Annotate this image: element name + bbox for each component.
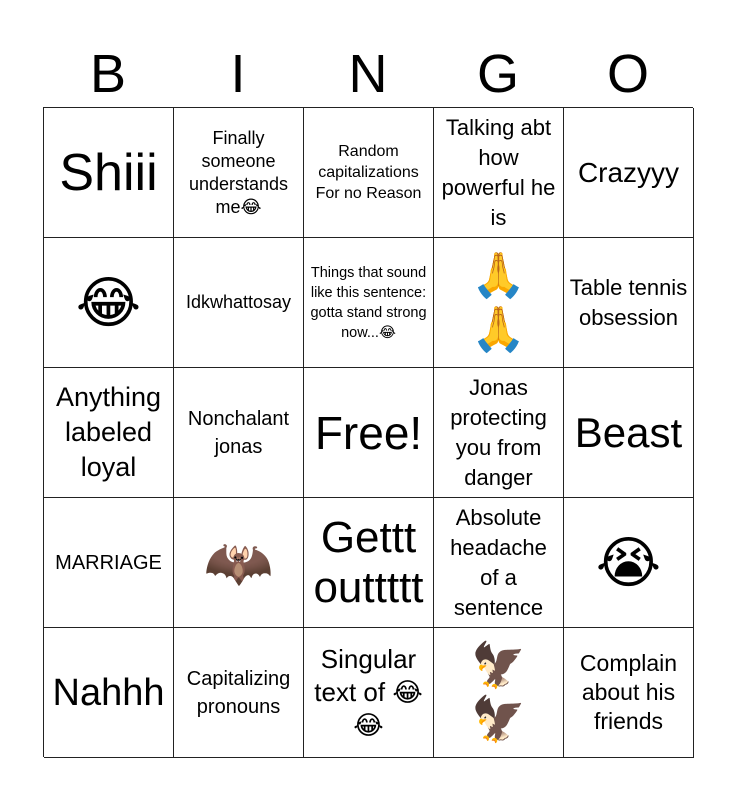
bingo-cell[interactable] <box>564 628 694 758</box>
bingo-header <box>43 40 693 108</box>
bingo-cell[interactable] <box>434 238 564 368</box>
cell-text: Table tennis obsession <box>569 274 688 330</box>
cell-text: Idkwhattosay <box>185 292 292 312</box>
bingo-cell[interactable] <box>44 368 174 498</box>
bingo-cell[interactable] <box>434 108 564 238</box>
bingo-cell[interactable] <box>564 108 694 238</box>
cell-text: Beast <box>574 408 683 456</box>
header-letter-o: O <box>606 44 649 104</box>
bingo-cell[interactable] <box>174 108 304 238</box>
cell-text: Talking abt how powerful he is <box>441 114 556 230</box>
bingo-cell[interactable] <box>174 238 304 368</box>
bingo-cell[interactable] <box>304 238 434 368</box>
cell-text: 😭 <box>595 530 662 594</box>
cell-text: Singular text of 😂😂 <box>314 644 423 740</box>
cell-text: Capitalizing pronouns <box>186 667 291 718</box>
cell-text: Shiii <box>59 143 158 202</box>
bingo-cell[interactable] <box>564 238 694 368</box>
bingo-cell[interactable] <box>44 628 174 758</box>
bingo-cell[interactable] <box>434 368 564 498</box>
bingo-cell[interactable] <box>44 238 174 368</box>
bingo-cell[interactable] <box>44 108 174 238</box>
cell-text: 🦇 <box>203 530 274 594</box>
cell-text: 🦅 🦅 <box>471 640 526 744</box>
bingo-cell[interactable] <box>304 628 434 758</box>
bingo-cell[interactable] <box>434 498 564 628</box>
bingo-card <box>43 107 693 757</box>
bingo-cell[interactable] <box>564 368 694 498</box>
cell-text: Anything labeled loyal <box>55 382 162 482</box>
cell-text: Nonchalant jonas <box>187 407 290 458</box>
cell-text: Gettt outtttt <box>313 512 424 612</box>
cell-text: MARRIAGE <box>55 551 162 574</box>
cell-text: Free! <box>314 406 423 459</box>
header-letter-n: N <box>348 44 388 104</box>
bingo-cell[interactable] <box>304 498 434 628</box>
cell-text: 😂 <box>75 270 142 334</box>
cell-text: Jonas protecting you from danger <box>450 374 547 490</box>
bingo-cell[interactable] <box>174 498 304 628</box>
free-space[interactable] <box>304 368 434 498</box>
header-letter-b: B <box>89 44 127 104</box>
bingo-cell[interactable] <box>174 628 304 758</box>
bingo-cell[interactable] <box>564 498 694 628</box>
header-letter-g: G <box>476 44 519 104</box>
cell-text: Things that sound like this sentence: gotta stand strong now...😂 <box>310 264 427 341</box>
cell-text: Complain about his friends <box>579 650 678 734</box>
cell-text: Crazyyy <box>577 156 680 188</box>
header-letter-i: I <box>230 44 246 104</box>
cell-text: Random capitalizations For no Reason <box>315 143 422 202</box>
cell-text: 🙏 🙏 <box>471 250 526 354</box>
cell-text: Absolute headache of a sentence <box>450 504 547 620</box>
cell-text: Finally someone understands me😂 <box>188 127 289 217</box>
bingo-cell[interactable] <box>434 628 564 758</box>
bingo-cell[interactable] <box>44 498 174 628</box>
cell-text: Nahhh <box>52 671 165 714</box>
bingo-cell[interactable] <box>304 108 434 238</box>
bingo-cell[interactable] <box>174 368 304 498</box>
